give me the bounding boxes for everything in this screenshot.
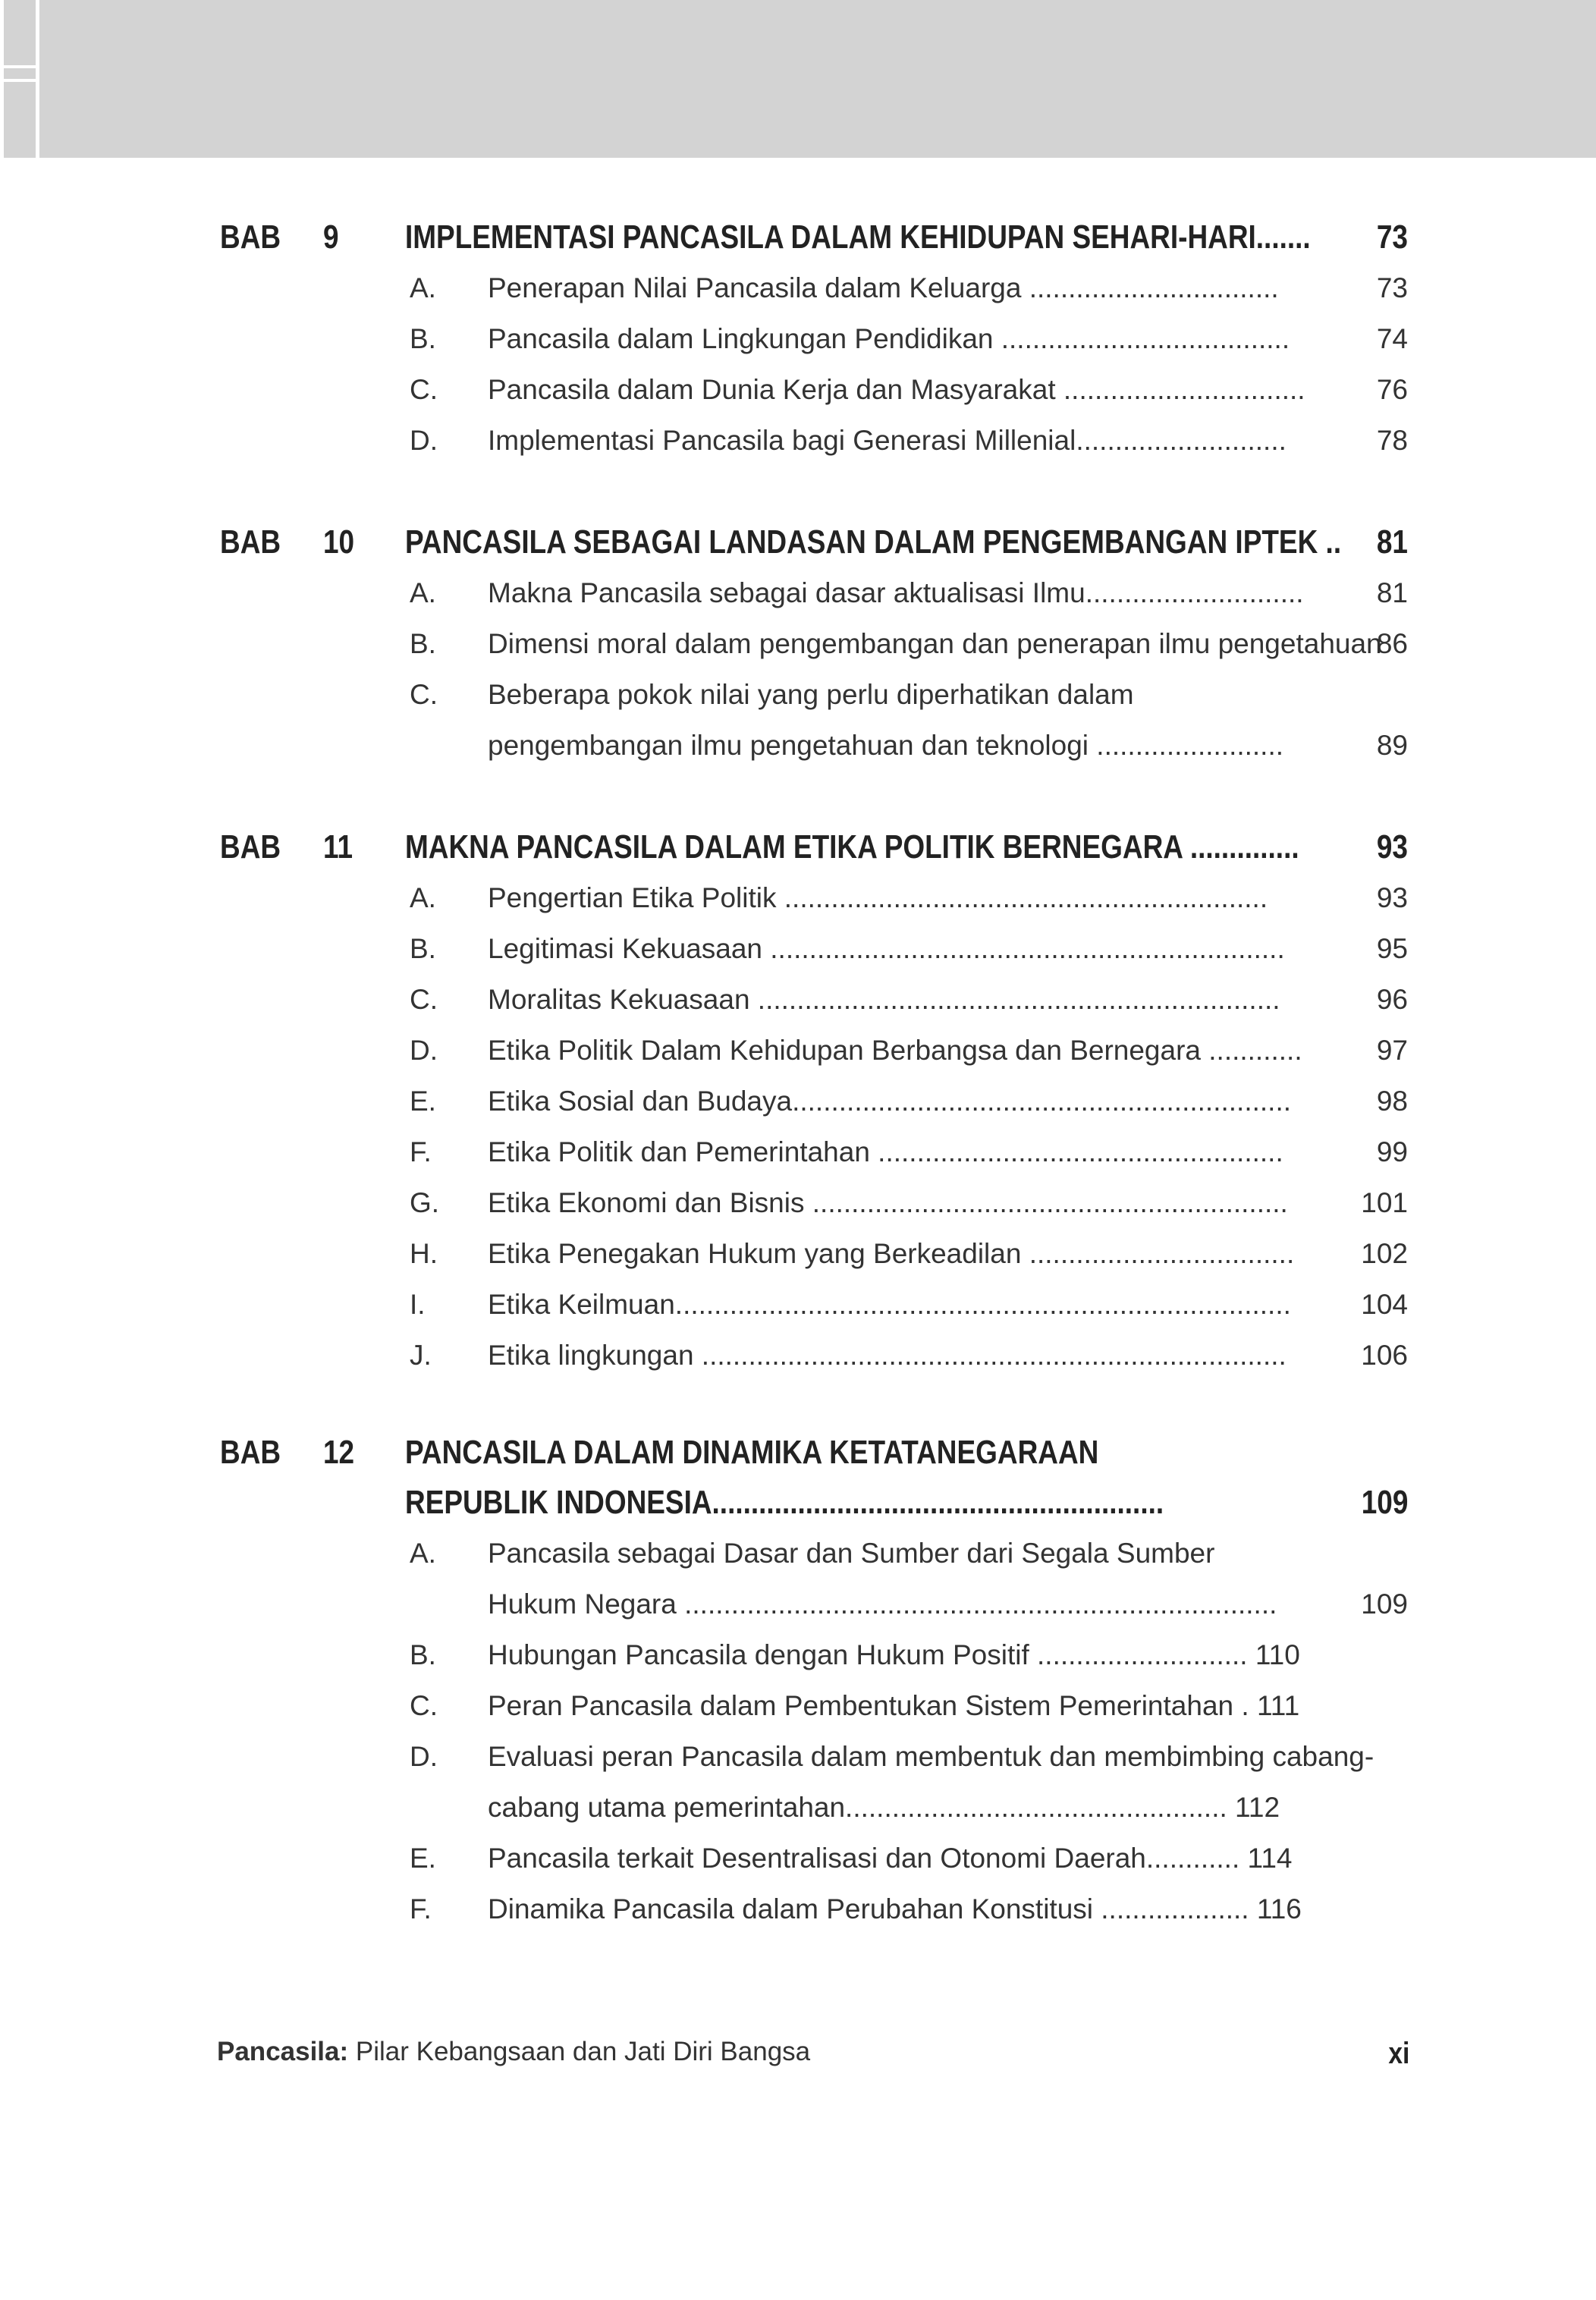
entry-page-number: 98: [1376, 1086, 1408, 1117]
entry-page-number: 104: [1361, 1289, 1408, 1320]
entry-letter: G.: [410, 1187, 440, 1218]
entry-title: Dimensi moral dalam pengembangan dan penerapan ilmu pengetahuan: [488, 628, 1382, 659]
toc-entry: [0, 1528, 1596, 1579]
entry-page-number: 97: [1376, 1035, 1408, 1066]
toc-entry: [0, 720, 1596, 771]
entry-letter: J.: [410, 1340, 432, 1371]
entry-letter: B.: [410, 323, 436, 354]
entry-title: Pancasila terkait Desentralisasi dan Otonomi Daerah............ 114: [488, 1843, 1293, 1874]
entry-page-number: 99: [1376, 1136, 1408, 1167]
entry-letter: F.: [410, 1893, 432, 1925]
entry-letter: C.: [410, 374, 438, 405]
entry-page-number: 76: [1376, 374, 1408, 405]
header-band: [0, 0, 1596, 158]
entry-letter: C.: [410, 984, 438, 1015]
entry-title: Makna Pancasila sebagai dasar aktualisasi Ilmu............................: [488, 577, 1304, 608]
chapter-page-number: 73: [1376, 218, 1408, 256]
toc-entry: [0, 1330, 1596, 1381]
entry-page-number: 109: [1361, 1588, 1408, 1620]
chapter-block: [0, 1428, 1596, 1934]
chapter-heading-row: [0, 517, 1596, 567]
entry-title: Dinamika Pancasila dalam Perubahan Konstitusi ................... 116: [488, 1893, 1302, 1925]
entry-title: Etika Politik dan Pemerintahan ....................................................: [488, 1136, 1283, 1167]
entry-letter: E.: [410, 1843, 436, 1874]
entry-letter: C.: [410, 679, 438, 710]
entry-letter: B.: [410, 628, 436, 659]
entry-page-number: 96: [1376, 984, 1408, 1015]
chapter-title: REPUBLIK INDONESIA..........................................................: [405, 1484, 1164, 1521]
toc-entry: [0, 1177, 1596, 1228]
entry-page-number: 93: [1376, 882, 1408, 913]
toc-entry: [0, 364, 1596, 415]
chapter-block: [0, 517, 1596, 771]
entry-title: Etika Politik Dalam Kehidupan Berbangsa dan Bernegara ............: [488, 1035, 1302, 1066]
entry-title: Pengertian Etika Politik ..............................................................: [488, 882, 1268, 913]
toc-entry: [0, 1833, 1596, 1884]
entry-letter: D.: [410, 1741, 438, 1772]
toc-entry: [0, 1025, 1596, 1076]
entry-page-number: 95: [1376, 933, 1408, 964]
entry-letter: E.: [410, 1086, 436, 1117]
chapter-label: BAB: [220, 1434, 281, 1471]
footer-title-bold: Pancasila:: [217, 2037, 349, 2066]
chapter-heading-row: [0, 1478, 1596, 1528]
toc-entry: [0, 872, 1596, 923]
entry-letter: A.: [410, 577, 436, 608]
toc-entry: [0, 1279, 1596, 1330]
chapter-block: [0, 212, 1596, 466]
entry-page-number: 106: [1361, 1340, 1408, 1371]
toc-entry: [0, 262, 1596, 313]
chapter-block: [0, 822, 1596, 1381]
entry-title: pengembangan ilmu pengetahuan dan teknologi ........................: [488, 730, 1284, 761]
entry-title: Etika Penegakan Hukum yang Berkeadilan ..................................: [488, 1238, 1295, 1269]
entry-title: cabang utama pemerintahan................................................. 112: [488, 1792, 1280, 1823]
toc-entry: [0, 1076, 1596, 1126]
toc-entry: [0, 415, 1596, 466]
chapter-heading-row: [0, 212, 1596, 262]
toc-entry: [0, 974, 1596, 1025]
toc-entry: [0, 1680, 1596, 1731]
toc-entry: [0, 1731, 1596, 1782]
entry-page-number: 73: [1376, 272, 1408, 303]
entry-title: Etika Ekonomi dan Bisnis .............................................................: [488, 1187, 1288, 1218]
header-divider-line: [0, 65, 39, 68]
entry-title: Etika Sosial dan Budaya................................................................: [488, 1086, 1291, 1117]
page-number: xi: [1387, 2037, 1409, 2070]
entry-page-number: 89: [1376, 730, 1408, 761]
toc-entry: [0, 923, 1596, 974]
entry-letter: I.: [410, 1289, 426, 1320]
entry-title: Pancasila sebagai Dasar dan Sumber dari Segala Sumber: [488, 1538, 1215, 1569]
chapter-number: 11: [323, 828, 353, 866]
entry-title: Pancasila dalam Lingkungan Pendidikan .....................................: [488, 323, 1290, 354]
chapter-page-number: 81: [1376, 523, 1408, 561]
entry-letter: C.: [410, 1690, 438, 1721]
toc-entry: [0, 1579, 1596, 1629]
running-footer-title: [217, 2033, 810, 2071]
chapter-page-number: 109: [1361, 1484, 1408, 1521]
entry-letter: B.: [410, 1639, 436, 1670]
toc-entry: [0, 618, 1596, 669]
toc-entry: [0, 1884, 1596, 1934]
chapter-title: PANCASILA SEBAGAI LANDASAN DALAM PENGEMBANGAN IPTEK ..: [405, 523, 1342, 561]
entry-page-number: 74: [1376, 323, 1408, 354]
chapter-label: BAB: [220, 828, 281, 866]
entry-title: Moralitas Kekuasaan ...................................................................: [488, 984, 1280, 1015]
toc-entry: [0, 1629, 1596, 1680]
header-divider-line: [0, 79, 39, 82]
entry-letter: A.: [410, 1538, 436, 1569]
toc-entry: [0, 1782, 1596, 1833]
chapter-title: MAKNA PANCASILA DALAM ETIKA POLITIK BERNEGARA ..............: [405, 828, 1299, 866]
toc-entry: [0, 567, 1596, 618]
chapter-page-number: 93: [1376, 828, 1408, 866]
chapter-heading-row: [0, 1428, 1596, 1478]
footer-title-rest: Pilar Kebangsaan dan Jati Diri Bangsa: [348, 2037, 811, 2066]
chapter-label: BAB: [220, 218, 281, 256]
toc-entry: [0, 669, 1596, 720]
entry-letter: D.: [410, 425, 438, 456]
entry-title: Etika lingkungan ...........................................................................: [488, 1340, 1287, 1371]
entry-title: Peran Pancasila dalam Pembentukan Sistem Pemerintahan . 111: [488, 1690, 1300, 1721]
entry-letter: H.: [410, 1238, 438, 1269]
chapter-number: 12: [323, 1434, 355, 1471]
chapter-number: 10: [323, 523, 355, 561]
chapter-heading-row: [0, 822, 1596, 872]
entry-letter: F.: [410, 1136, 432, 1167]
entry-letter: A.: [410, 882, 436, 913]
entry-letter: B.: [410, 933, 436, 964]
entry-title: Penerapan Nilai Pancasila dalam Keluarga ................................: [488, 272, 1279, 303]
entry-title: Hubungan Pancasila dengan Hukum Positif ........................... 110: [488, 1639, 1300, 1670]
toc-entry: [0, 1228, 1596, 1279]
entry-page-number: 86: [1376, 628, 1408, 659]
toc-entry: [0, 1126, 1596, 1177]
entry-letter: A.: [410, 272, 436, 303]
entry-page-number: 81: [1376, 577, 1408, 608]
entry-page-number: 78: [1376, 425, 1408, 456]
entry-page-number: 101: [1361, 1187, 1408, 1218]
chapter-title: IMPLEMENTASI PANCASILA DALAM KEHIDUPAN SEHARI-HARI.......: [405, 218, 1311, 256]
chapter-number: 9: [323, 218, 339, 256]
entry-title: Etika Keilmuan...............................................................................: [488, 1289, 1291, 1320]
entry-title: Evaluasi peran Pancasila dalam membentuk dan membimbing cabang-: [488, 1741, 1375, 1772]
entry-title: Implementasi Pancasila bagi Generasi Millenial...........................: [488, 425, 1287, 456]
entry-letter: D.: [410, 1035, 438, 1066]
toc-entry: [0, 313, 1596, 364]
entry-title: Hukum Negara ............................................................................: [488, 1588, 1277, 1620]
entry-title: Legitimasi Kekuasaan ..................................................................: [488, 933, 1285, 964]
entry-page-number: 102: [1361, 1238, 1408, 1269]
chapter-title: PANCASILA DALAM DINAMIKA KETATANEGARAAN: [405, 1434, 1099, 1471]
chapter-label: BAB: [220, 523, 281, 561]
entry-title: Pancasila dalam Dunia Kerja dan Masyarakat ...............................: [488, 374, 1305, 405]
entry-title: Beberapa pokok nilai yang perlu diperhatikan dalam: [488, 679, 1134, 710]
